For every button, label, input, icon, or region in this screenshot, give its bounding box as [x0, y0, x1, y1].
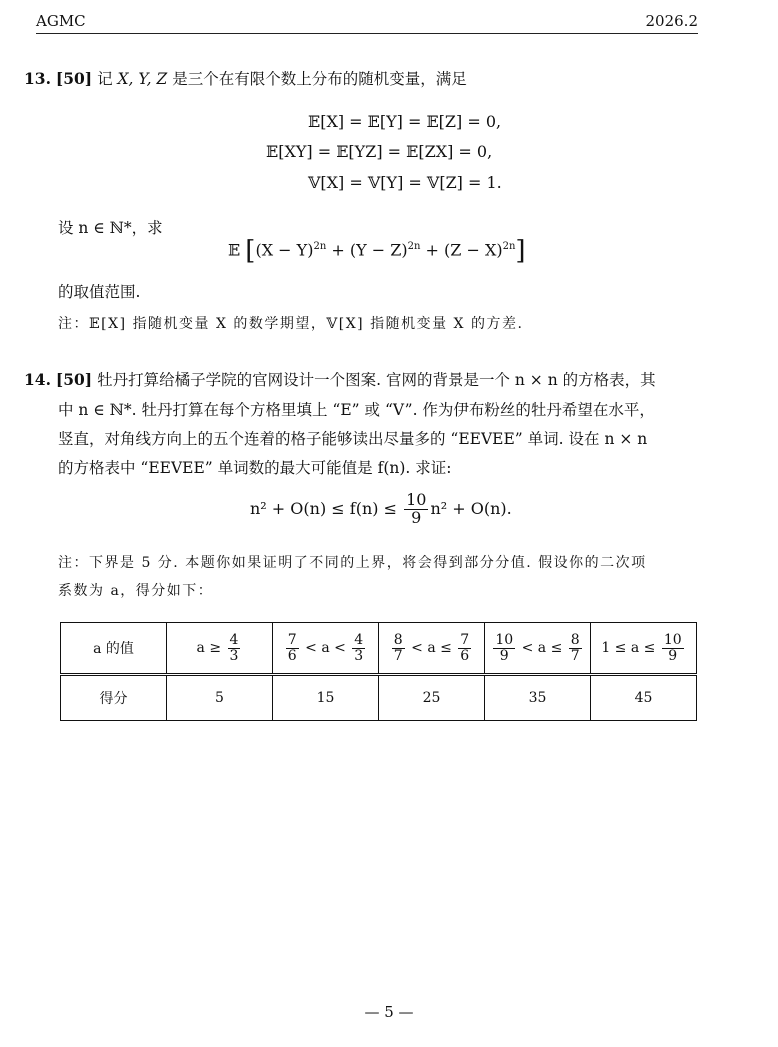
range3-frac1 — [392, 633, 405, 663]
range-cell-4 — [485, 623, 591, 675]
range1-pre: a ≥ — [196, 640, 226, 656]
q14-line3: 竖直，对角线方向上的五个连着的格子能够读出尽量多的 “EEVEE” 单词. 设在 n × n — [58, 430, 648, 448]
score-cell-2: 15 — [273, 675, 379, 721]
expr-exp2: 2n — [407, 241, 421, 253]
r2d1: 6 — [287, 647, 297, 664]
r4n1: 10 — [495, 631, 514, 648]
q13-eq1: 𝔼[X] = 𝔼[Y] = 𝔼[Z] = 0, — [308, 112, 502, 131]
q13-intro-rest: 是三个在有限个数上分布的随机变量，满足 — [167, 70, 467, 88]
header-left: AGMC — [36, 12, 86, 30]
q13-eq2: 𝔼[XY] = 𝔼[YZ] = 𝔼[ZX] = 0, — [266, 142, 493, 161]
q13-vars: X, Y, Z — [117, 70, 168, 88]
range2-frac2 — [352, 633, 365, 663]
q13-statement — [24, 67, 467, 89]
left-bracket-icon: [ — [245, 236, 256, 266]
range4-frac2 — [569, 633, 582, 663]
table-row — [61, 675, 697, 721]
q13-expression — [228, 236, 526, 266]
expectation-symbol: 𝔼 — [228, 240, 241, 260]
q14-points: [50] — [55, 370, 93, 389]
range-cell-2 — [273, 623, 379, 675]
r5n: 10 — [663, 631, 682, 648]
r2n2: 4 — [354, 631, 364, 648]
score-table — [60, 622, 697, 721]
expr-term3: + (Z − X) — [420, 240, 503, 260]
right-bracket-icon: ] — [515, 236, 526, 266]
r4d1: 9 — [499, 647, 509, 664]
score-cell-3: 25 — [379, 675, 485, 721]
a-value-label: a 的值 — [61, 623, 167, 675]
range4-mid: < a ≤ — [517, 640, 567, 656]
q14-note1: 注：下界是 5 分. 本题你如果证明了不同的上界，将会得到部分分值. 假设你的二次项 — [58, 555, 647, 571]
q13-range: 的取值范围. — [58, 283, 141, 301]
q14-line4: 的方格表中 “EEVEE” 单词数的最大可能值是 f(n). 求证: — [58, 459, 452, 477]
score-label: 得分 — [61, 675, 167, 721]
r1n: 4 — [229, 631, 239, 648]
range3-frac2 — [458, 633, 471, 663]
range4-frac1 — [493, 633, 515, 663]
q13-note: 注：𝔼[X] 指随机变量 X 的数学期望，𝕍[X] 指随机变量 X 的方差. — [58, 316, 524, 332]
page-number: — 5 — — [364, 1003, 414, 1021]
ineq-den: 9 — [411, 507, 422, 527]
range1-frac — [228, 633, 241, 663]
expr-term1: (X − Y) — [255, 240, 314, 260]
range-cell-3 — [379, 623, 485, 675]
r2n1: 7 — [287, 631, 297, 648]
ineq-fraction — [404, 492, 428, 527]
range2-mid: < a < — [300, 640, 351, 656]
score-cell-5: 45 — [591, 675, 697, 721]
expr-exp1: 2n — [313, 241, 327, 253]
header-right: 2026.2 — [645, 12, 698, 30]
range3-mid: < a ≤ — [406, 640, 457, 656]
ineq-left: n² + O(n) ≤ f(n) ≤ — [250, 498, 403, 518]
q14-line1 — [24, 368, 656, 390]
r4n2: 8 — [570, 631, 580, 648]
expr-term2: + (Y − Z) — [326, 240, 408, 260]
r5d: 9 — [668, 647, 678, 664]
range-cell-1 — [167, 623, 273, 675]
expr-exp3: 2n — [502, 241, 516, 253]
r3n1: 8 — [393, 631, 403, 648]
r3d2: 6 — [460, 647, 470, 664]
r3n2: 7 — [460, 631, 470, 648]
q13-let: 设 n ∈ ℕ*，求 — [58, 219, 163, 237]
q13-points: [50] — [55, 69, 93, 88]
range5-pre: 1 ≤ a ≤ — [601, 640, 660, 656]
q14-note2: 系数为 a，得分如下： — [58, 583, 214, 599]
range5-frac — [662, 633, 684, 663]
ineq-right: n² + O(n). — [430, 498, 512, 518]
q14-inequality — [250, 492, 512, 527]
q14-line2: 中 n ∈ ℕ*. 牡丹打算在每个方格里填上 “E” 或 “V”. 作为伊布粉丝的牡丹希望在水平， — [58, 401, 655, 419]
r3d1: 7 — [393, 647, 403, 664]
range-cell-5 — [591, 623, 697, 675]
score-cell-1: 5 — [167, 675, 273, 721]
q13-eq3: 𝕍[X] = 𝕍[Y] = 𝕍[Z] = 1. — [308, 173, 502, 192]
q13-intro: 记 — [92, 70, 118, 88]
range2-frac1 — [286, 633, 299, 663]
r4d2: 7 — [570, 647, 580, 664]
ineq-num: 10 — [406, 490, 427, 509]
q14-line1-text: 牡丹打算给橘子学院的官网设计一个图案. 官网的背景是一个 n × n 的方格表，其 — [92, 371, 656, 389]
q13-number: 13. — [24, 69, 51, 88]
header-rule — [36, 33, 698, 34]
r2d2: 3 — [354, 647, 364, 664]
r1d: 3 — [229, 647, 239, 664]
q14-number: 14. — [24, 370, 51, 389]
score-cell-4: 35 — [485, 675, 591, 721]
table-row — [61, 623, 697, 675]
